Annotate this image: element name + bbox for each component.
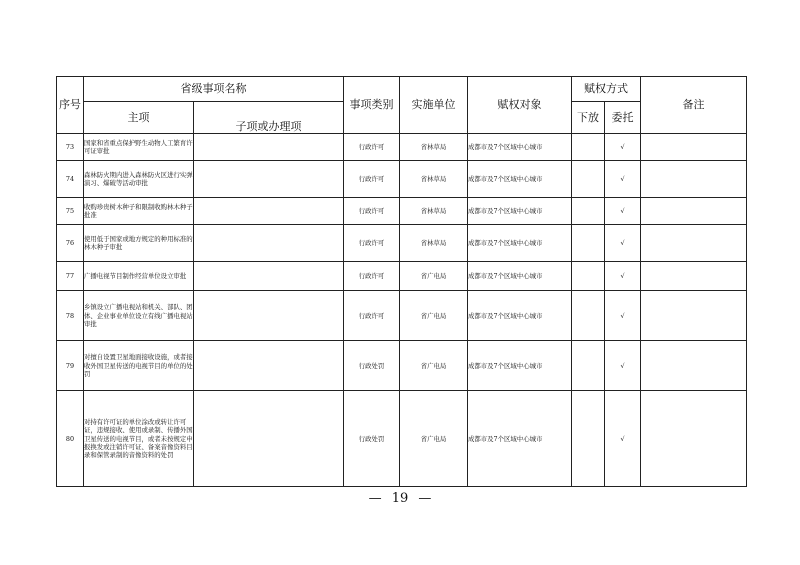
row-unit: 省广电局 [400,341,468,391]
header-main-item: 主项 [84,102,194,134]
row-remark [641,161,747,198]
row-main-item: 对擅自设置卫星地面接收设施，或者接收外国卫星传送的电视节目的单位的处罚 [84,341,194,391]
row-delegate-down [572,225,605,262]
row-entrust-check: √ [605,198,641,225]
row-number: 80 [57,391,84,487]
row-number: 76 [57,225,84,262]
row-delegate-down [572,262,605,291]
row-main-item: 广播电视节目制作经营单位设立审批 [84,262,194,291]
row-target: 成都市及7个区域中心城市 [468,391,572,487]
row-category: 行政许可 [344,262,400,291]
row-category: 行政处罚 [344,341,400,391]
row-entrust-check: √ [605,291,641,341]
row-entrust-check: √ [605,161,641,198]
row-sub-item [194,198,344,225]
row-unit: 省林草局 [400,134,468,161]
row-delegate-down [572,161,605,198]
table-row [57,161,747,198]
row-remark [641,391,747,487]
row-category: 行政许可 [344,225,400,262]
header-category: 事项类别 [344,77,400,134]
row-remark [641,262,747,291]
row-target: 成都市及7个区域中心城市 [468,161,572,198]
row-entrust-check: √ [605,341,641,391]
row-delegate-down [572,198,605,225]
row-delegate-down [572,341,605,391]
row-category: 行政许可 [344,134,400,161]
page-footer [0,491,800,506]
row-unit: 省广电局 [400,291,468,341]
row-sub-item [194,161,344,198]
row-number: 73 [57,134,84,161]
row-unit: 省广电局 [400,262,468,291]
table-row [57,198,747,225]
footer-dash-left: — [368,491,382,506]
row-entrust-check: √ [605,225,641,262]
header-sub-item: 子项或办理项 [194,120,344,134]
table-row [57,341,747,391]
row-target: 成都市及7个区域中心城市 [468,262,572,291]
row-entrust-check: √ [605,391,641,487]
row-number: 79 [57,341,84,391]
row-entrust-check: √ [605,262,641,291]
row-category: 行政许可 [344,291,400,341]
row-sub-item [194,341,344,391]
row-target: 成都市及7个区域中心城市 [468,291,572,341]
row-delegate-down [572,391,605,487]
row-main-item: 收购珍贵树木种子和限制收购林木种子批准 [84,198,194,225]
row-category: 行政许可 [344,161,400,198]
row-delegate-down [572,134,605,161]
header-target: 赋权对象 [468,77,572,134]
table-row [57,291,747,341]
row-main-item: 国家和省重点保护野生动物人工繁育许可证审批 [84,134,194,161]
row-remark [641,134,747,161]
row-sub-item [194,291,344,341]
delegation-table [56,76,747,487]
row-sub-item [194,134,344,161]
header-entrust: 委托 [605,102,641,134]
row-target: 成都市及7个区域中心城市 [468,225,572,262]
row-target: 成都市及7个区域中心城市 [468,341,572,391]
header-sub-spacer [194,102,344,120]
table-row [57,134,747,161]
row-unit: 省林草局 [400,198,468,225]
header-method: 赋权方式 [572,77,641,102]
row-sub-item [194,391,344,487]
row-remark [641,341,747,391]
table-row [57,391,747,487]
row-main-item: 对持有许可证的单位涂改或转让许可证，违规接收、使用或录制、传播外国卫星传送的电视节目，或者未按规定申报换发或注销许可证、备案音像资料目录和保管录制的音像资料的处罚 [84,391,194,487]
page-number: 19 [391,491,409,506]
row-number: 75 [57,198,84,225]
header-delegate-down: 下放 [572,102,605,134]
header-remark: 备注 [641,77,747,134]
row-unit: 省广电局 [400,391,468,487]
row-target: 成都市及7个区域中心城市 [468,198,572,225]
row-number: 77 [57,262,84,291]
row-unit: 省林草局 [400,225,468,262]
row-unit: 省林草局 [400,161,468,198]
table-row [57,262,747,291]
row-main-item: 使用低于国家或地方规定的种用标准的林木种子审批 [84,225,194,262]
row-number: 74 [57,161,84,198]
footer-dash-right: — [418,491,432,506]
header-unit: 实施单位 [400,77,468,134]
row-delegate-down [572,291,605,341]
header-seq: 序号 [57,77,84,134]
row-category: 行政许可 [344,198,400,225]
row-sub-item [194,262,344,291]
row-remark [641,225,747,262]
row-number: 78 [57,291,84,341]
row-main-item: 森林防火期内进入森林防火区进行实弹演习、爆破等活动审批 [84,161,194,198]
row-category: 行政处罚 [344,391,400,487]
row-sub-item [194,225,344,262]
row-main-item: 乡镇设立广播电视站和机关、部队、团体、企业事业单位设立有线广播电视站审批 [84,291,194,341]
table-row [57,225,747,262]
header-provincial-item: 省级事项名称 [84,77,344,102]
row-target: 成都市及7个区域中心城市 [468,134,572,161]
row-remark [641,198,747,225]
row-entrust-check: √ [605,134,641,161]
row-remark [641,291,747,341]
